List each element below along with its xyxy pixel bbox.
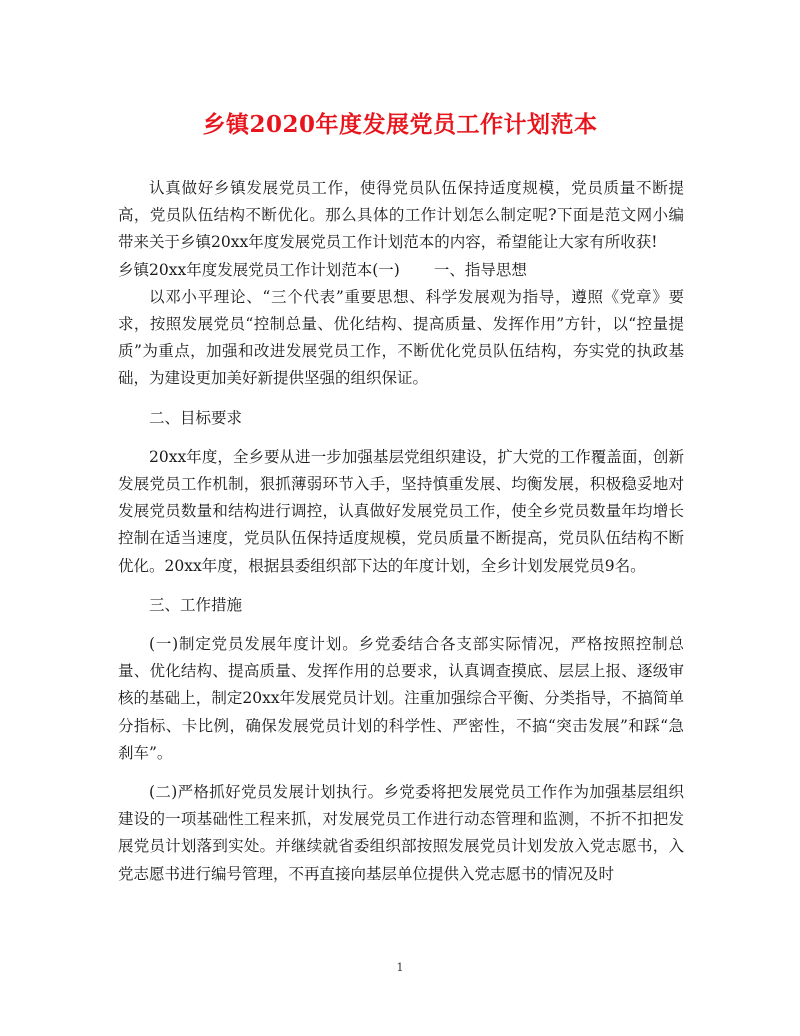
section-heading-2: 二、目标要求 xyxy=(149,408,243,427)
document-body xyxy=(118,175,684,888)
measure-2: (二)严格抓好党员发展计划执行。乡党委将把发展党员工作作为加强基层组织建设的一项基础性工程来抓，对发展党员工作进行动态管理和监测，不折不扣把发展党员计划落到实处。并继续就省委组织部按照发展党员计划发放入党志愿书，入党志愿书进行编号管理，不再直接向基层单位提供入党志愿书的情况及时 xyxy=(118,783,684,883)
section-2-body: 20xx年度，全乡要从进一步加强基层党组织建设，扩大党的工作覆盖面，创新发展党员工作机制，狠抓薄弱环节入手，坚持慎重发展、均衡发展，积极稳妥地对发展党员数量和结构进行调控，认真做好发展党员工作，使全乡党员数量年均增长控制在适当速度，党员队伍保持适度规模，党员质量不断提高，党员队伍结构不断优化。20xx年度，根据县委组织部下达的年度计划，全乡计划发展党员9名。 xyxy=(118,447,684,575)
section-heading-1: 一、指导思想 xyxy=(433,260,527,279)
page-title: 乡镇2020年度发展党员工作计划范本 xyxy=(202,111,598,138)
section-heading-3: 三、工作措施 xyxy=(149,595,243,614)
page-number: 1 xyxy=(396,961,404,974)
intro-paragraph: 认真做好乡镇发展党员工作，使得党员队伍保持适度规模，党员质量不断提高，党员队伍结构不断优化。那么具体的工作计划怎么制定呢?下面是范文网小编带来关于乡镇20xx年度发展党员工作计划范本的内容，希望能让大家有所收获! xyxy=(118,179,684,252)
subtitle: 乡镇20xx年度发展党员工作计划范本(一) xyxy=(118,260,400,279)
section-1-body: 以邓小平理论、“三个代表”重要思想、科学发展观为指导，遵照《党章》要求，按照发展党员“控制总量、优化结构、提高质量、发挥作用”方针，以“控量提质”为重点，加强和改进发展党员工作，不断优化党员队伍结构，夯实党的执政基础，为建设更加美好新提供坚强的组织保证。 xyxy=(118,287,684,388)
measure-1: (一)制定党员发展年度计划。乡党委结合各支部实际情况，严格按照控制总量、优化结构、提高质量、发挥作用的总要求，认真调查摸底、层层上报、逐级审核的基础上，制定20xx年发展党员计划。注重加强综合平衡、分类指导，不搞简单分指标、卡比例，确保发展党员计划的科学性、严密性，不搞“突击发展”和踩“急刹车”。 xyxy=(118,635,684,762)
subtitle-line xyxy=(118,257,684,284)
